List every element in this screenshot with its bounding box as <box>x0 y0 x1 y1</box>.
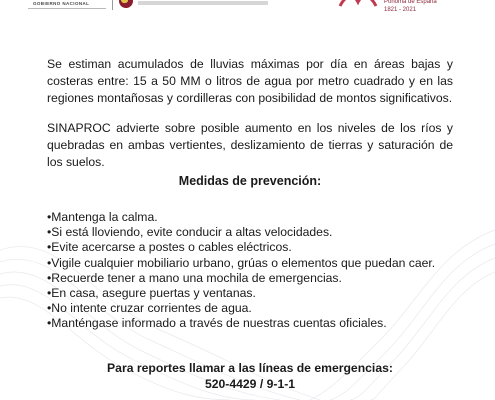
government-label: GOBIERNO NACIONAL <box>33 1 90 6</box>
sinaproc-warning-paragraph: SINAPROC advierte sobre posible aumento en los niveles de los ríos y quebradas en ambas vertientes, deslizamiento de tierras y saturación de los suelos. <box>47 121 453 169</box>
bicentennial-text <box>384 0 437 14</box>
list-item: •No intente cruzar corrientes de agua. <box>47 301 252 316</box>
list-item: •Mantenga la calma. <box>47 210 158 224</box>
list-item: •Evite acercarse a postes o cables eléctricos. <box>47 240 292 255</box>
bicentennial-years: 1821 - 2021 <box>384 6 417 13</box>
emergency-numbers: 520-4429 / 9-1-1 <box>204 377 296 391</box>
list-item: •Si está lloviendo, evite conducir a altas velocidades. <box>47 225 333 240</box>
prevention-heading: Medidas de prevención: <box>178 174 322 188</box>
institution-name-bar <box>138 1 268 5</box>
bicentennial-line-1: Ponoma de Espana <box>384 0 437 5</box>
report-line: Para reportes llamar a las líneas de emergencias: <box>107 361 393 375</box>
header-logos <box>0 0 495 14</box>
rainfall-paragraph: Se estiman acumulados de lluvias máximas por día en áreas bajas y costeras entre: 15 a 50 MM o litros de agua por metro cuadrado y en las regiones montañosas y cordilleras con posibilidad de montos significativos. <box>47 57 453 105</box>
list-item: •Vigile cualquier mobiliario urbano, grúas o elementos que puedan caer. <box>47 255 436 270</box>
list-item: •Recuerde tener a mano una mochila de emergencias. <box>47 270 342 285</box>
bicentennial-logo-icon <box>338 0 380 8</box>
list-item: •Manténgase informado a través de nuestras cuentas oficiales. <box>47 316 387 331</box>
list-item: •En casa, asegure puertas y ventanas. <box>47 285 256 300</box>
header-divider <box>112 0 113 10</box>
emergency-report-block <box>47 360 453 392</box>
institution-seal-icon <box>119 0 133 8</box>
prevention-list <box>47 210 453 332</box>
